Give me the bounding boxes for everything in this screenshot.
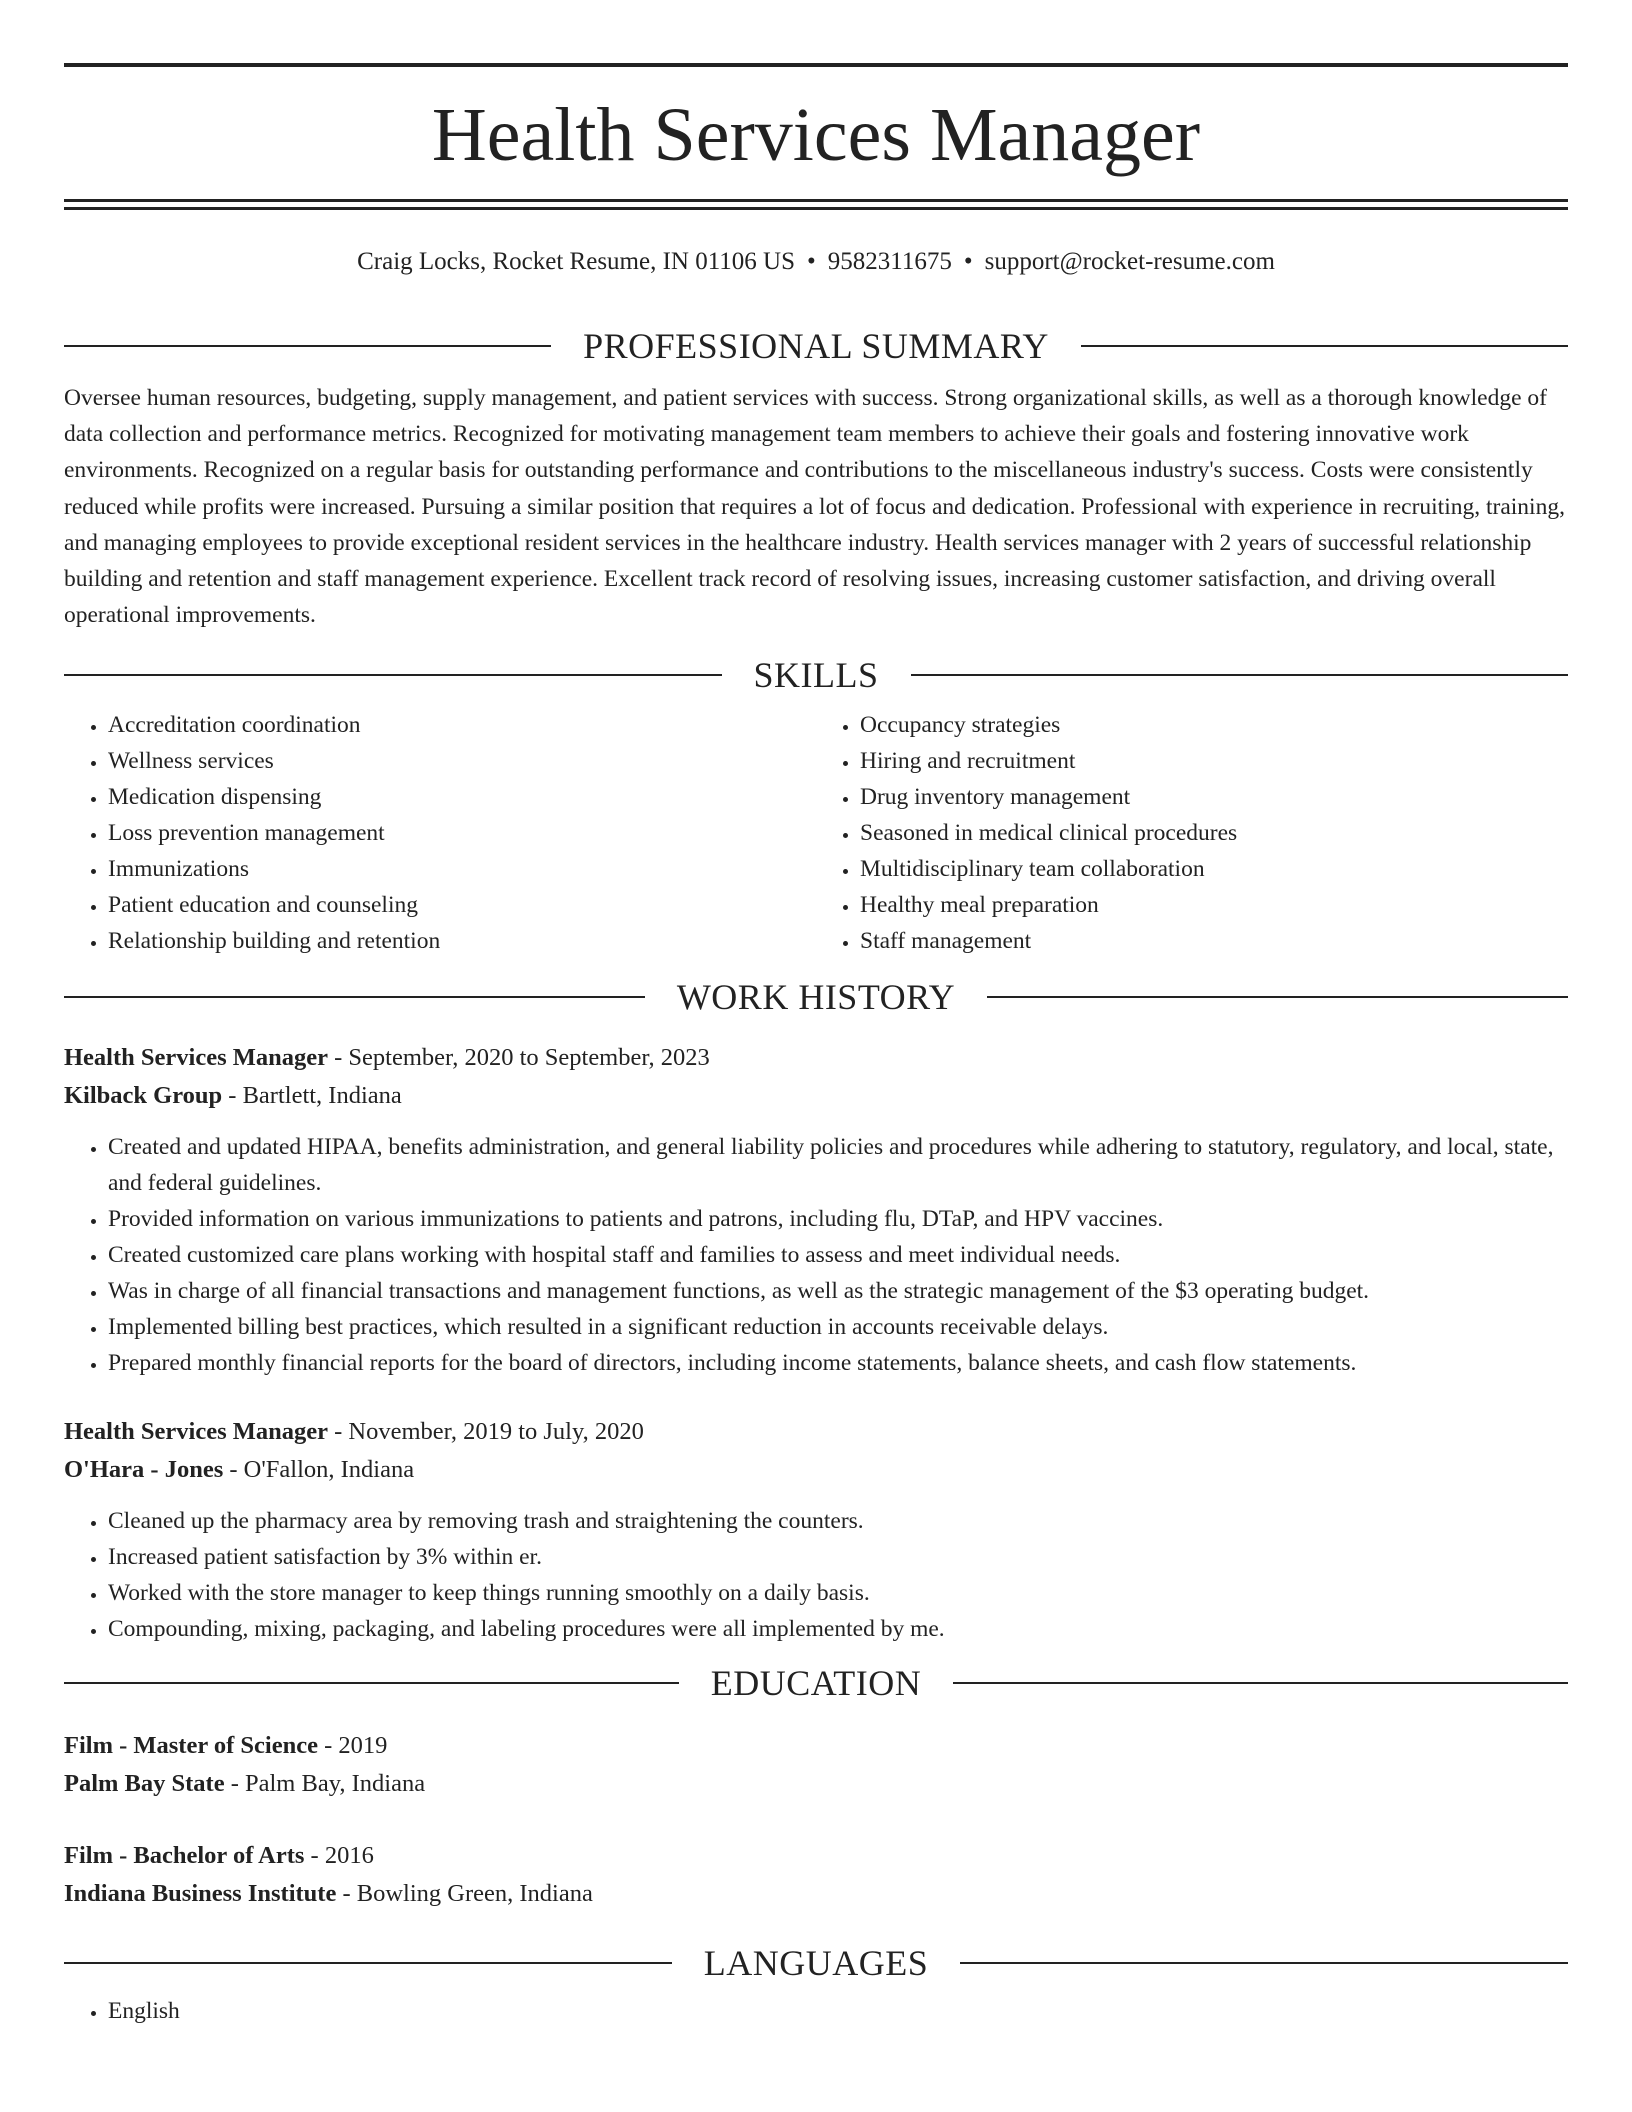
job-company-line [64,1077,1568,1115]
double-rule [64,199,1568,210]
job-bullet-list [64,1129,1568,1381]
heading-rule [987,996,1568,998]
skill-item: • Seasoned in medical clinical procedures [860,815,1568,851]
skill-item: • Staff management [860,923,1568,959]
heading-rule [64,1682,679,1684]
heading-rule [64,1962,672,1964]
skills-heading: SKILLS [753,655,879,696]
job-location: - O'Fallon, Indiana [223,1456,415,1484]
heading-rule [960,1962,1568,1964]
skill-item: • Drug inventory management [860,779,1568,815]
languages-list [64,1993,1568,2029]
job-bullet: • Cleaned up the pharmacy area by removing trash and straightening the counters. [108,1503,1568,1539]
skill-item: • Loss prevention management [108,815,816,851]
section-heading-languages [64,1943,1568,1983]
heading-rule [64,674,722,676]
contact-separator: • [807,248,816,275]
skill-item: • Medication dispensing [108,779,816,815]
skill-item: • Immunizations [108,851,816,887]
languages-heading: LANGUAGES [703,1943,929,1984]
education-school-line [64,1765,1568,1803]
education-degree-line [64,1837,1568,1875]
job-bullet: • Implemented billing best practices, which resulted in a significant reduction in accounts receivable delays. [108,1309,1568,1345]
summary-heading: PROFESSIONAL SUMMARY [583,326,1049,366]
skill-item: • Occupancy strategies [860,707,1568,743]
skill-item: • Healthy meal preparation [860,887,1568,923]
heading-rule [1081,345,1568,347]
heading-rule [64,345,551,347]
job-bullet: • Provided information on various immunizations to patients and patrons, including flu, DTaP, and HPV vaccines. [108,1201,1568,1237]
contact-address: Craig Locks, Rocket Resume, IN 01106 US [357,248,795,275]
job-company-line [64,1451,1568,1489]
education-school: Palm Bay State [64,1770,225,1798]
section-heading-education [64,1663,1568,1703]
skill-item: • Accreditation coordination [108,707,816,743]
contact-line [64,244,1568,280]
contact-phone[interactable]: 9582311675 [827,248,952,275]
job-position: Health Services Manager [64,1044,328,1072]
skills-column-left [64,707,816,959]
education-entry [64,1727,1568,1803]
education-degree: Film - Master of Science [64,1732,318,1760]
heading-rule [953,1682,1568,1684]
education-school-line [64,1875,1568,1913]
job-bullet: • Compounding, mixing, packaging, and labeling procedures were all implemented by me. [108,1611,1568,1647]
job-bullet: • Created customized care plans working with hospital staff and families to assess and meet individual needs. [108,1237,1568,1273]
education-year: - 2019 [317,1732,388,1760]
contact-separator: • [963,248,973,275]
summary-text: Oversee human resources, budgeting, supply management, and patient services with success. Strong organizational skills, as well as a thorough knowledge of data collection and performance metrics. Recognized for motivating management team members to achieve their goals and fostering innovative work environments. Recognized on a regular basis for outstanding performance and contributions to the miscellaneous industry's success. Costs were consistently reduced while profits were increased. Pursuing a similar position that requires a lot of focus and dedication. Professional with experience in recruiting, training, and managing employees to provide exceptional resident services in the healthcare industry. Health services manager with 2 years of successful relationship building and retention and staff management experience. Excellent track record of resolving issues, increasing customer satisfaction, and driving overall operational improvements. [64,385,1565,629]
education-entry [64,1837,1568,1913]
job-entry [64,1039,1568,1381]
job-bullet: • Increased patient satisfaction by 3% within er. [108,1539,1568,1575]
job-title-line [64,1413,1568,1451]
job-title-line [64,1039,1568,1077]
skill-item: • Hiring and recruitment [860,743,1568,779]
skill-item: • Wellness services [108,743,816,779]
education-school: Indiana Business Institute [64,1880,337,1908]
job-position: Health Services Manager [64,1418,328,1446]
job-entry [64,1413,1568,1647]
job-bullet: • Created and updated HIPAA, benefits administration, and general liability policies and procedures while adhering to statutory, regulatory, and local, state, and federal guidelines. [108,1129,1568,1201]
resume-title: Health Services Manager [431,93,1201,177]
job-location: - Bartlett, Indiana [222,1082,402,1110]
education-heading: EDUCATION [710,1663,922,1704]
job-bullet-list [64,1503,1568,1647]
job-bullet: • Prepared monthly financial reports for the board of directors, including income statements, balance sheets, and cash flow statements. [108,1345,1568,1381]
job-company: Kilback Group [64,1082,223,1110]
job-company: O'Hara - Jones [64,1456,224,1484]
education-location: - Palm Bay, Indiana [224,1770,426,1798]
skill-item: • Patient education and counseling [108,887,816,923]
education-degree: Film - Bachelor of Arts [64,1842,305,1870]
education-location: - Bowling Green, Indiana [336,1880,593,1908]
section-heading-work [64,977,1568,1017]
education-degree-line [64,1727,1568,1765]
job-bullet: • Was in charge of all financial transactions and management functions, as well as the strategic management of the $3 operating budget. [108,1273,1568,1309]
language-item: • English [108,1993,1568,2029]
skill-item: • Multidisciplinary team collaboration [860,851,1568,887]
job-bullet: • Worked with the store manager to keep things running smoothly on a daily basis. [108,1575,1568,1611]
skills-column-right [816,707,1568,959]
job-dates: - September, 2020 to September, 2023 [328,1044,710,1072]
heading-rule [911,674,1569,676]
skill-item: • Relationship building and retention [108,923,816,959]
resume-page [64,0,1568,2029]
section-heading-summary [64,326,1568,366]
education-year: - 2016 [304,1842,374,1870]
job-dates: - November, 2019 to July, 2020 [328,1418,644,1446]
contact-email[interactable]: support@rocket-resume.com [984,248,1275,275]
heading-rule [64,996,645,998]
work-heading: WORK HISTORY [676,977,956,1018]
skills-list [64,707,1568,959]
section-heading-skills [64,655,1568,695]
